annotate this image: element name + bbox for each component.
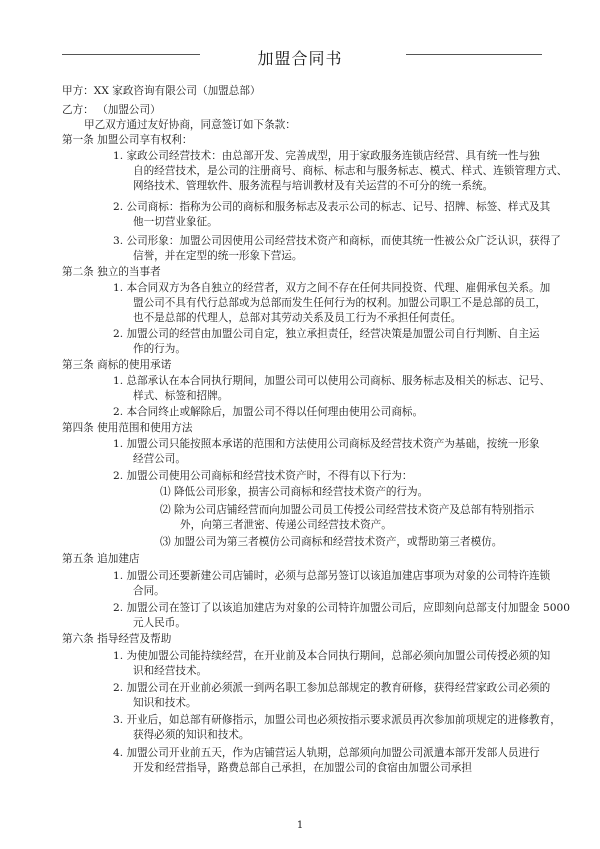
contract-line: ⑴ 降低公司形象，损害公司商标和经营技术资产的行为。 (160, 486, 429, 498)
contract-line: 1. 本合同双方为各自独立的经营者，双方之间不存在任何共同投资、代理、雇佣承包关系。加 (113, 282, 551, 294)
contract-line: 识和经营技术。 (133, 665, 208, 677)
contract-line: 2. 加盟公司在签订了以该追加建店为对象的公司特许加盟公司后，应即刻向总部支付加盟金 5000 (113, 602, 570, 614)
contract-line: 第四条 使用范围和使用方法 (62, 422, 193, 434)
document-title: 加盟合同书 (257, 49, 343, 68)
contract-line: 作的行为。 (133, 343, 186, 355)
contract-line: 元人民币。 (133, 617, 186, 629)
contract-line: 1. 为使加盟公司能持续经营，在开业前及本合同执行期间，总部必须向加盟公司传授必须的知 (113, 650, 551, 662)
contract-line: 也不是总部的代理人，总部对其劳动关系及员工行为不承担任何责任。 (133, 312, 462, 324)
contract-line: 合同。 (133, 585, 165, 597)
contract-line: ⑵ 除为公司店铺经营而向加盟公司员工传授公司经营技术资产及总部有特别指示 (160, 504, 535, 516)
contract-line: 第二条 独立的当事者 (62, 266, 161, 278)
contract-line: 2. 加盟公司使用公司商标和经营技术资产时，不得有以下行为： (113, 470, 413, 482)
contract-line: 获得必须的知识和技术。 (133, 729, 250, 741)
contract-line: 第六条 指导经营及帮助 (62, 633, 172, 645)
contract-line: 外，向第三者泄密、传递公司经营技术资产。 (180, 519, 392, 531)
contract-line: 第一条 加盟公司享有权利： (62, 134, 193, 146)
contract-line: 2. 本合同终止或解除后，加盟公司不得以任何理由使用公司商标。 (113, 406, 424, 418)
contract-line: 信誉，并在定型的统一形象下营运。 (133, 250, 303, 262)
contract-line: 第五条 追加建店 (62, 553, 140, 565)
contract-line: 第三条 商标的使用承诺 (62, 359, 172, 371)
contract-line: 1. 加盟公司只能按照本承诺的范围和方法使用公司商标及经营技术资产为基础，按统一形象 (113, 438, 540, 450)
contract-line: 1. 加盟公司还要新建公司店铺时，必须与总部另签订以该追加建店事项为对象的公司特许连锁 (113, 570, 551, 582)
contract-line: 甲方：XX 家政咨询有限公司（加盟总部） (62, 85, 261, 97)
contract-line: 3. 开业后，如总部有研修指示，加盟公司也必须按指示要求派员再次参加前项规定的进修教育， (113, 714, 561, 726)
contract-line: 样式、标签和招牌。 (133, 390, 229, 402)
contract-line: 网络技术、管理软件、服务流程与培训教材及有关运营的不可分的统一系统。 (133, 180, 494, 192)
contract-line: 4. 加盟公司开业前五天，作为店铺营运人轨期，总部须向加盟公司派遣本部开发部人员进行 (113, 747, 540, 759)
page-number: 1 (296, 820, 304, 831)
contract-line: 2. 加盟公司的经营由加盟公司自定，独立承担责任，经营决策是加盟公司自行判断、自主运 (113, 328, 540, 340)
contract-line: ⑶ 加盟公司为第三者模仿公司商标和经营技术资产，或帮助第三者模仿。 (160, 536, 503, 548)
contract-line: 2. 公司商标：指称为公司的商标和服务标志及表示公司的标志、记号、招牌、标签、样式及其 (113, 201, 551, 213)
contract-line: 1. 家政公司经营技术：由总部开发、完善成型，用于家政服务连锁店经营、具有统一性与独 (113, 150, 540, 162)
contract-line: 知识和技术。 (133, 697, 197, 709)
contract-line: 甲乙双方通过友好协商，同意签订如下条款： (84, 119, 296, 131)
contract-line: 他一切营业象征。 (133, 216, 218, 228)
contract-line: 盟公司不具有代行总部或为总部而发生任何行为的权利。加盟公司职工不是总部的员工， (133, 297, 547, 309)
contract-line: 经营公司。 (133, 453, 186, 465)
contract-line: 3. 公司形象：加盟公司因使用公司经营技术资产和商标，而使其统一性被公众广泛认识，获得了 (113, 235, 561, 247)
contract-line: 开发和经营指导，路费总部自己承担，在加盟公司的食宿由加盟公司承担 (133, 762, 472, 774)
contract-line: 乙方： （加盟公司） (62, 104, 161, 116)
contract-line: 2. 加盟公司在开业前必须派一到两名职工参加总部规定的教育研修，获得经营家政公司必须的 (113, 682, 551, 694)
contract-line: 1. 总部承认在本合同执行期间，加盟公司可以使用公司商标、服务标志及相关的标志、记号、 (113, 375, 551, 387)
contract-line: 自的经营技术，是公司的注册商号、商标、标志和与服务标志、模式、样式、连锁管理方式、 (133, 165, 568, 177)
